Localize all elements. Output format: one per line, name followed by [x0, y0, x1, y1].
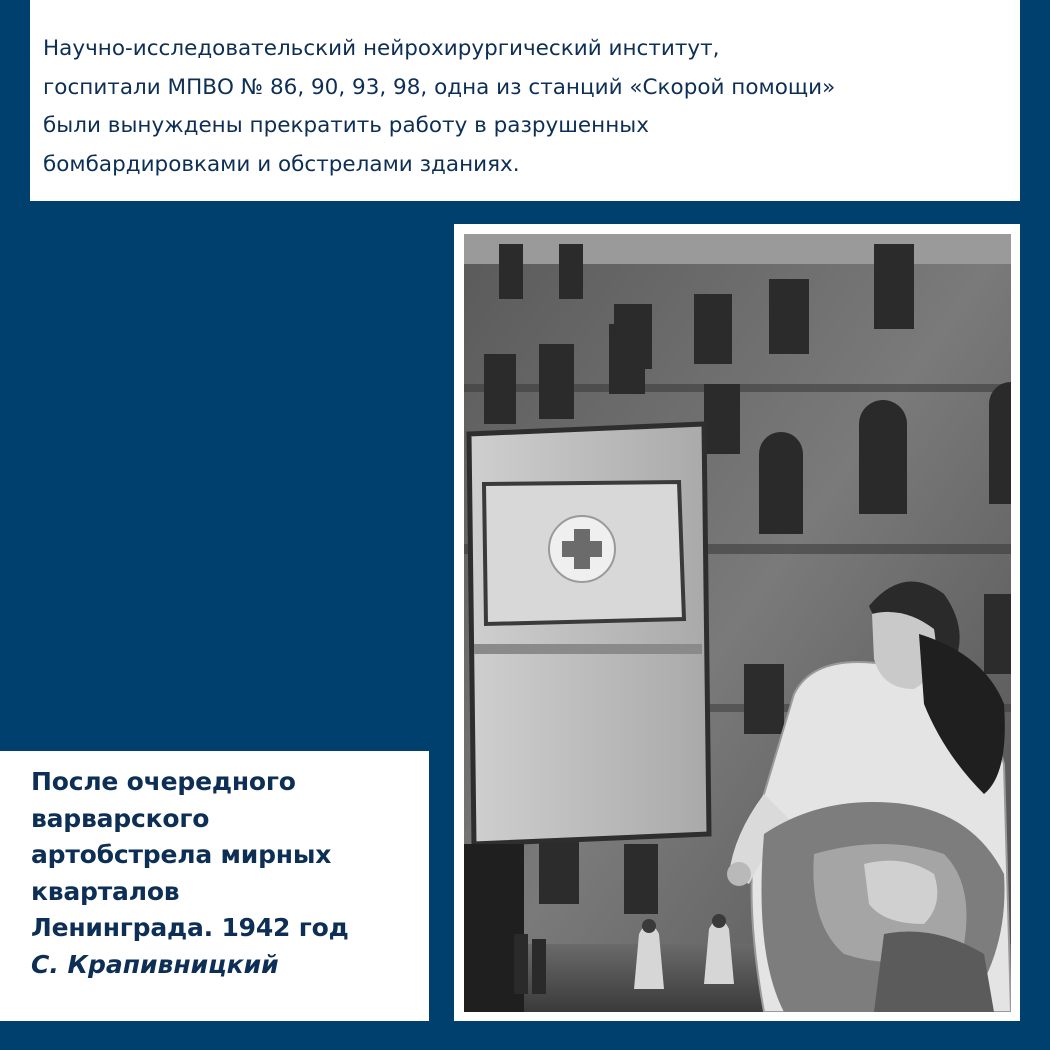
intro-text-panel — [30, 0, 1020, 201]
historical-photo — [464, 234, 1011, 1012]
caption-panel — [0, 751, 429, 1021]
photo-caption: После очередного варварского артобстрела мирных кварталов Ленинграда. 1942 год — [31, 767, 349, 942]
photo-author: С. Крапивницкий — [31, 949, 279, 979]
photo-frame — [454, 224, 1020, 1021]
intro-text: Научно-исследовательский нейрохирургический институт, госпитали МПВО № 86, 90, 93, 98, одна из станций «Скорой помощи» были вынуждены прекратить работу в разрушенных бомбардировками и обстрелами зданиях. — [43, 36, 836, 177]
